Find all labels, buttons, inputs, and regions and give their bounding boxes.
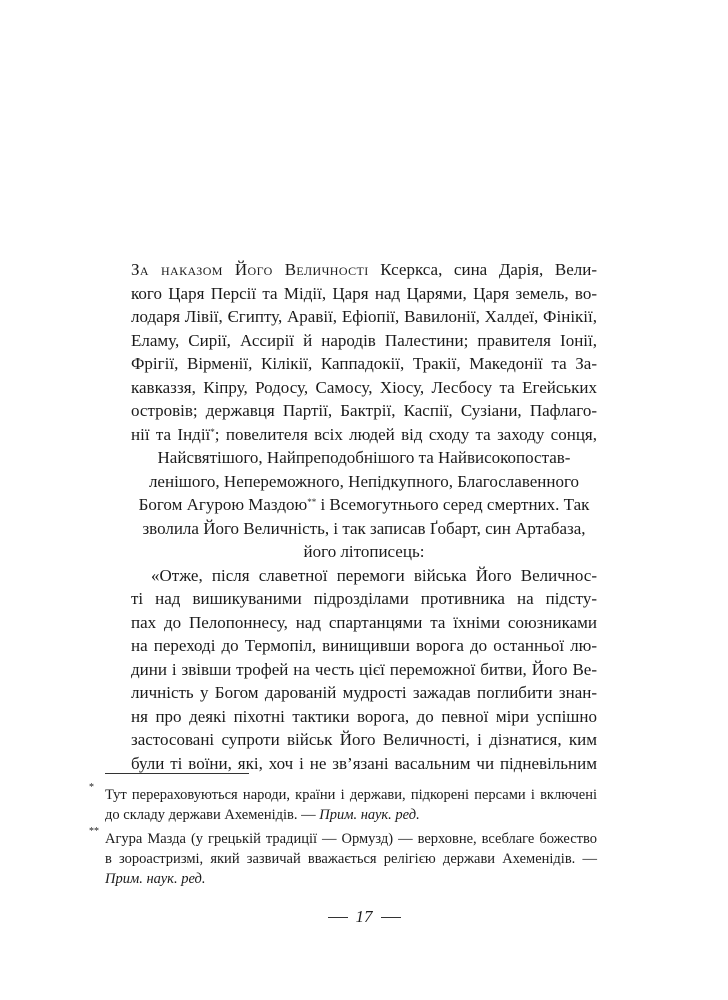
text-line: За наказом Його Величності Ксеркса, сина Дарія, Вели- [131,260,597,279]
text-line: ня про деякі піхотні тактики ворога, до певної міри успішно [131,706,597,726]
text-line: Фрігії, Вірменії, Кілікії, Каппадокії, Тракії, Македонії та За- [131,354,597,373]
text-line: дини і звівши трофей на честь цієї переможної битви, Його Ве- [131,659,597,679]
text-line: «Отже, після славетної перемоги війська Його Величнос- [151,565,597,585]
footnote-line: до складу держави Ахеменідів. — Прим. наук. ред. [105,807,420,823]
footnote-ref: * [210,426,215,437]
text-line: Богом Агурою Маздою** і Всемогутнього серед смертних. Так [138,495,590,514]
page-number-dash [381,917,401,918]
text-line: Найсвятішого, Найпреподобнішого та Найвисокопостав- [157,448,571,467]
text-line: на переході до Термопіл, винищивши ворога до останньої лю- [131,636,597,655]
footnote-divider [105,773,249,774]
text-line: застосовані супроти військ Його Величності, і дізнатися, ким [131,730,597,749]
opening-small-caps: За наказом Його Величності [131,260,369,279]
text-line: нії та Індії*; повелителя всіх людей від сходу та заходу сонця, [131,424,597,444]
editor-note: Прим. наук. ред. [319,807,420,823]
text-line: Еламу, Сирії, Ассирії й народів Палестини; правителя Іонії, [131,330,597,350]
page-number-dash [328,917,348,918]
text-line: пах до Пелопоннесу, над спартанцями та їхніми союзниками [131,612,597,632]
footnotes [89,782,597,889]
text-line: зволила Його Величність, і так записав Ґобарт, син Артабаза, [142,518,586,538]
footnote-ref: ** [307,497,317,507]
text-line: личність у Богом дарованій мудрості зажадав поглибити знан- [131,683,597,702]
text-line: кавказзя, Кіпру, Родосу, Самосу, Хіосу, Лесбосу та Егейських [131,377,597,397]
text-line: його літописець: [303,542,425,561]
page-number: 17 [0,905,728,929]
text-line: ленішого, Непереможного, Непідкупного, Благославенного [148,471,580,491]
footnote-line: ** Агура Мазда (у грецькій традиції — Ормузд) — верховне, всеблаге божество [89,826,597,847]
main-text [131,258,597,775]
footnote-marker: ** [89,826,99,837]
text-line: островів; державця Партії, Бактрії, Каспії, Сузіани, Пафлаго- [131,401,597,420]
editor-note: Прим. наук. ред. [105,871,206,887]
text-line: кого Царя Персії та Мідії, Царя над Царями, Царя земель, во- [131,283,597,303]
text-line: були ті воїни, які, хоч і не зв’язані васальним чи підневільним [131,753,597,773]
footnote-line: * Тут перераховуються народи, країни і держави, підкорені персами і включені [89,782,597,803]
text-line: лодаря Лівії, Єгипту, Аравії, Ефіопії, Вавилонії, Халдеї, Фінікії, [131,307,597,326]
text-line: ті над вишикуваними підрозділами противника на підсту- [131,589,597,608]
footnote-line: в зороастризмі, який зазвичай вважається релігією держави Ахеменідів. — [105,851,597,867]
footnote-marker: * [89,782,94,793]
